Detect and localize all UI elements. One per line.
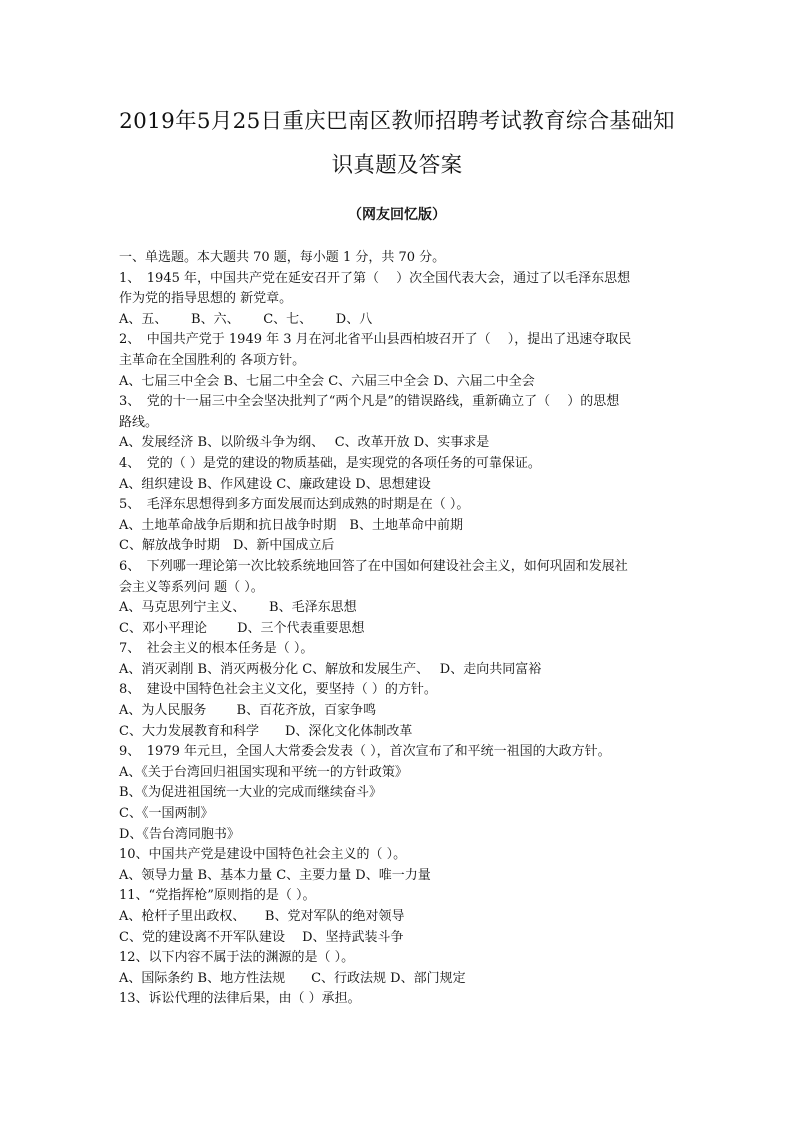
question-8-options-ab: A、为人民服务 B、百花齐放，百家争鸣 bbox=[119, 703, 377, 719]
question-12-stem: 12、以下内容不属于法的渊源的是（ ）。 bbox=[119, 950, 355, 966]
question-10-options: A、领导力量 B、基本力量 C、主要力量 D、唯一力量 bbox=[119, 867, 431, 883]
question-9-stem: 9、 1979 年元旦，全国人大常委会发表（ ），首次宣布了和平统一祖国的大政方针。 bbox=[119, 744, 611, 760]
question-9-option-a: A、《关于台湾回归祖国实现和平统一的方针政策》 bbox=[119, 764, 408, 780]
question-2-stem: 2、 中国共产党于 1949 年 3 月在河北省平山县西柏坡召开了（ ），提出了迅速夺取民 bbox=[119, 332, 632, 348]
question-4-options: A、组织建设 B、作风建设 C、廉政建设 D、思想建设 bbox=[119, 476, 431, 492]
document-title-line-2: 识真题及答案 bbox=[331, 153, 463, 178]
question-6-stem-cont: 会主义等系列问 题（ ）。 bbox=[119, 579, 264, 595]
section-heading: 一、单选题。本大题共 70 题，每小题 1 分，共 70 分。 bbox=[119, 250, 446, 265]
question-6-options-ab: A、马克思列宁主义、 B、毛泽东思想 bbox=[119, 600, 357, 616]
question-11-options-cd: C、党的建设离不开军队建设 D、坚持武装斗争 bbox=[119, 929, 404, 945]
question-6-stem: 6、 下列哪一理论第一次比较系统地回答了在中国如何建设社会主义，如何巩固和发展社 bbox=[119, 558, 628, 574]
question-9-option-d: D、《告台湾同胞书》 bbox=[119, 826, 240, 842]
question-4-stem: 4、 党的（ ）是党的建设的物质基础，是实现党的各项任务的可靠保证。 bbox=[119, 455, 541, 471]
question-11-options-ab: A、枪杆子里出政权、 B、党对军队的绝对领导 bbox=[119, 909, 405, 924]
question-11-stem: 11、“党指挥枪”原则指的是（ ）。 bbox=[119, 888, 316, 904]
question-12-options: A、国际条约 B、地方性法规 C、行政法规 D、部门规定 bbox=[119, 970, 466, 986]
question-9-option-b: B、《为促进祖国统一大业的完成而继续奋斗》 bbox=[119, 785, 383, 801]
question-9-option-c: C、《一国两制》 bbox=[119, 806, 214, 822]
question-3-stem-cont: 路线。 bbox=[119, 414, 159, 430]
question-3-options: A、发展经济 B、以阶级斗争为纲、 C、改革开放 D、实事求是 bbox=[119, 435, 490, 451]
question-7-stem: 7、 社会主义的根本任务是（ ）。 bbox=[119, 641, 314, 657]
question-1-stem: 1、 1945 年，中国共产党在延安召开了第（ ）次全国代表大会，通过了以毛泽东思想 bbox=[119, 270, 631, 286]
question-2-stem-cont: 主革命在全国胜利的 各项方针。 bbox=[119, 352, 306, 368]
question-1-stem-cont: 作为党的指导思想的 新党章。 bbox=[119, 291, 293, 307]
question-list bbox=[119, 248, 689, 1010]
question-8-options-cd: C、大力发展教育和科学 D、深化文化体制改革 bbox=[119, 723, 413, 739]
question-5-stem: 5、 毛泽东思想得到多方面发展而达到成熟的时期是在（ ）。 bbox=[119, 497, 470, 513]
question-5-options-ab: A、土地革命战争后期和抗日战争时期 B、土地革命中前期 bbox=[119, 517, 463, 533]
question-2-options: A、七届三中全会 B、七届二中全会 C、六届三中全会 D、六届二中全会 bbox=[119, 373, 535, 389]
question-10-stem: 10、中国共产党是建设中国特色社会主义的（ ）。 bbox=[119, 847, 407, 863]
question-5-options-cd: C、解放战争时期 D、新中国成立后 bbox=[119, 538, 335, 554]
question-1-options: A、五、 B、六、 C、七、 D、八 bbox=[119, 311, 373, 327]
document-title-line-1: 2019年5月25日重庆巴南区教师招聘考试教育综合基础知 bbox=[119, 109, 675, 134]
question-8-stem: 8、 建设中国特色社会主义文化，要坚持（ ）的方针。 bbox=[119, 682, 437, 698]
question-7-options: A、消灭剥削 B、消灭两极分化 C、解放和发展生产、 D、走向共同富裕 bbox=[119, 661, 542, 677]
question-3-stem: 3、 党的十一届三中全会坚决批判了“两个凡是”的错误路线，重新确立了（ ）的思想 bbox=[119, 394, 620, 410]
document-subtitle: （网友回忆版） bbox=[348, 207, 446, 223]
question-13-stem: 13、诉讼代理的法律后果，由（ ）承担。 bbox=[119, 991, 361, 1007]
question-6-options-cd: C、邓小平理论 D、三个代表重要思想 bbox=[119, 620, 365, 636]
